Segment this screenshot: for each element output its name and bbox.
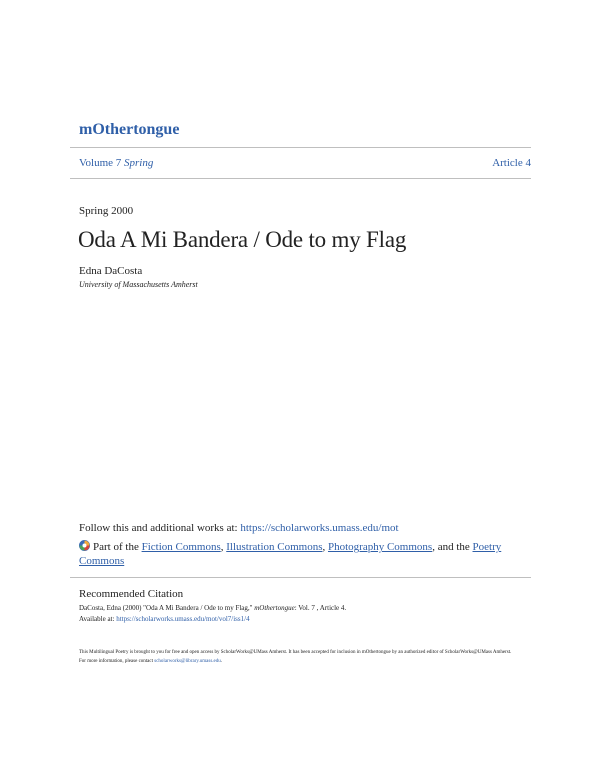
follow-prefix: Follow this and additional works at:: [79, 522, 241, 534]
article-title: Oda A Mi Bandera / Ode to my Flag: [78, 227, 407, 252]
part-of-line: [79, 540, 519, 568]
article-link[interactable]: Article 4: [492, 157, 531, 169]
citation-part-b: : Vol. 7 , Article 4.: [294, 604, 347, 612]
volume-text[interactable]: Volume 7: [79, 157, 122, 169]
separator-1: ,: [220, 541, 227, 553]
footer-notice: [79, 648, 519, 666]
open-access-icon: [79, 540, 90, 551]
contact-email-link[interactable]: scholarworks@library.umass.edu: [154, 659, 221, 664]
available-url-link[interactable]: https://scholarworks.umass.edu/mot/vol7/iss1/4: [116, 615, 250, 623]
recommended-citation-label: Recommended Citation: [79, 588, 184, 600]
header-rule-top: [70, 147, 531, 148]
poetry-commons-link-continued[interactable]: Commons: [79, 555, 125, 567]
citation-text: [79, 603, 519, 625]
separator-3: , and the: [432, 541, 473, 553]
part-of-prefix: Part of the: [93, 541, 142, 553]
follow-url-link[interactable]: https://scholarworks.umass.edu/mot: [240, 522, 399, 534]
author-affiliation: University of Massachusetts Amherst: [79, 280, 198, 289]
photography-commons-link[interactable]: Photography Commons: [327, 541, 433, 553]
fiction-commons-link[interactable]: Fiction Commons: [141, 541, 221, 553]
follow-line: [79, 522, 399, 534]
publication-date: Spring 2000: [79, 205, 134, 217]
footer-text: This Multilingual Poetry is brought to you for free and open access by ScholarWorks@UMass Amherst. It has been accepted for inclusion in mOthertongue by an authorized editor of ScholarWorks@UMass Amherst. For more information, please contact: [79, 650, 512, 664]
footer-end: .: [220, 659, 223, 664]
available-prefix: Available at:: [79, 615, 117, 623]
header-rule-bottom: [70, 178, 531, 179]
volume-season[interactable]: Spring: [124, 157, 154, 169]
citation-rule: [70, 577, 531, 578]
journal-title-link[interactable]: mOthertongue: [79, 121, 180, 138]
citation-part-a: DaCosta, Edna (2000) "Oda A Mi Bandera / Ode to my Flag,": [79, 604, 255, 612]
citation-journal: mOthertongue: [254, 604, 295, 612]
separator-2: ,: [322, 541, 328, 553]
illustration-commons-link[interactable]: Illustration Commons: [226, 541, 323, 553]
author-name: Edna DaCosta: [79, 265, 143, 277]
poetry-commons-link[interactable]: Poetry: [472, 541, 502, 553]
volume-link[interactable]: [79, 157, 153, 169]
